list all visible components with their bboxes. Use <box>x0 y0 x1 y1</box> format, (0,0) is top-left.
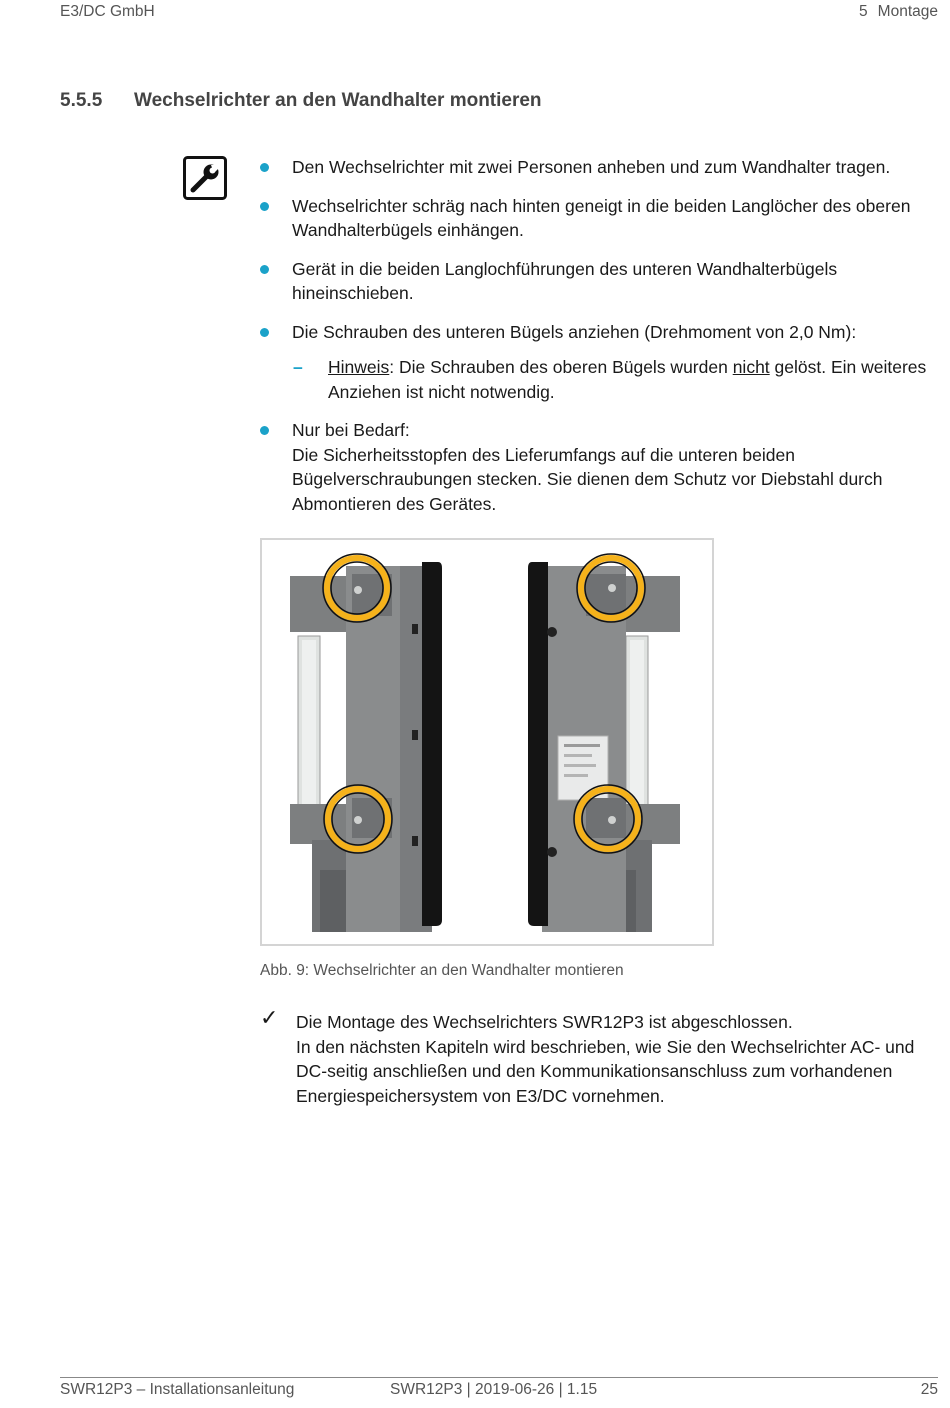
bullet-icon <box>260 202 269 211</box>
inverter-illustration <box>262 540 712 944</box>
note-text-after: gelöst. Ein weiteres Anziehen ist nicht notwendig. <box>328 357 927 402</box>
result-text <box>296 1010 916 1108</box>
chapter-number: 5 <box>859 3 868 20</box>
chapter-title: Montage <box>877 3 938 20</box>
step-text: Die Sicherheitsstopfen des Lieferumfangs auf die unteren beiden Bügelverschraubungen stecken. Sie dienen dem Schutz vor Diebstahl durch Abmontieren des Gerätes. <box>292 444 883 514</box>
bullet-icon <box>260 426 269 435</box>
note-emphasis: nicht <box>732 357 770 377</box>
step-list <box>258 155 942 530</box>
section-heading <box>60 90 542 112</box>
note-item <box>292 355 942 404</box>
header-company: E3/DC GmbH <box>60 3 155 20</box>
bullet-icon <box>260 328 269 337</box>
bullet-icon <box>260 163 269 172</box>
footer-doc-meta: SWR12P3 | 2019-06-26 | 1.15 <box>390 1381 598 1398</box>
header-chapter <box>859 3 938 21</box>
section-number: 5.5.5 <box>60 90 103 111</box>
step-text: Die Schrauben des unteren Bügels anziehen (Drehmoment von 2,0 Nm): <box>292 321 857 342</box>
step-text: Den Wechselrichter mit zwei Personen anheben und zum Wandhalter tragen. <box>292 157 891 177</box>
note-label: Hinweis <box>328 357 390 377</box>
checkmark-icon: ✓ <box>260 1005 279 1030</box>
result-line-1: Die Montage des Wechselrichters SWR12P3 ist abgeschlossen. <box>296 1012 793 1032</box>
step-text: Wechselrichter schräg nach hinten geneigt in die beiden Langlöcher des oberen Wandhalterbügels einhängen. <box>292 195 911 240</box>
step-lead: Nur bei Bedarf: <box>292 420 410 440</box>
inverter-left <box>290 554 442 932</box>
footer-doc-title: SWR12P3 – Installationsanleitung <box>60 1381 295 1398</box>
step-item <box>258 320 942 405</box>
step-text: Gerät in die beiden Langlochführungen des unteren Wandhalterbügels hineinschieben. <box>292 258 838 303</box>
bullet-icon <box>260 265 269 274</box>
page-number: 25 <box>920 1381 938 1398</box>
result-line-2: In den nächsten Kapiteln wird beschrieben, wie Sie den Wechselrichter AC- und DC-seitig anschließen und den Kommunikationsanschluss zum vorhandenen Energiespeichersystem von E3/DC vornehmen. <box>296 1036 915 1106</box>
inverter-right <box>528 554 680 932</box>
figure-caption: Abb. 9: Wechselrichter an den Wandhalter montieren <box>260 962 624 979</box>
section-title: Wechselrichter an den Wandhalter montieren <box>134 90 542 111</box>
wrench-icon <box>183 156 227 200</box>
note-text-before: : Die Schrauben des oberen Bügels wurden <box>389 357 733 377</box>
dash-icon: – <box>293 357 303 377</box>
step-item <box>258 257 942 306</box>
step-item <box>258 194 942 243</box>
step-item <box>258 418 942 516</box>
inverter-figure <box>260 538 714 946</box>
footer-divider <box>60 1377 938 1378</box>
step-item <box>258 155 942 180</box>
